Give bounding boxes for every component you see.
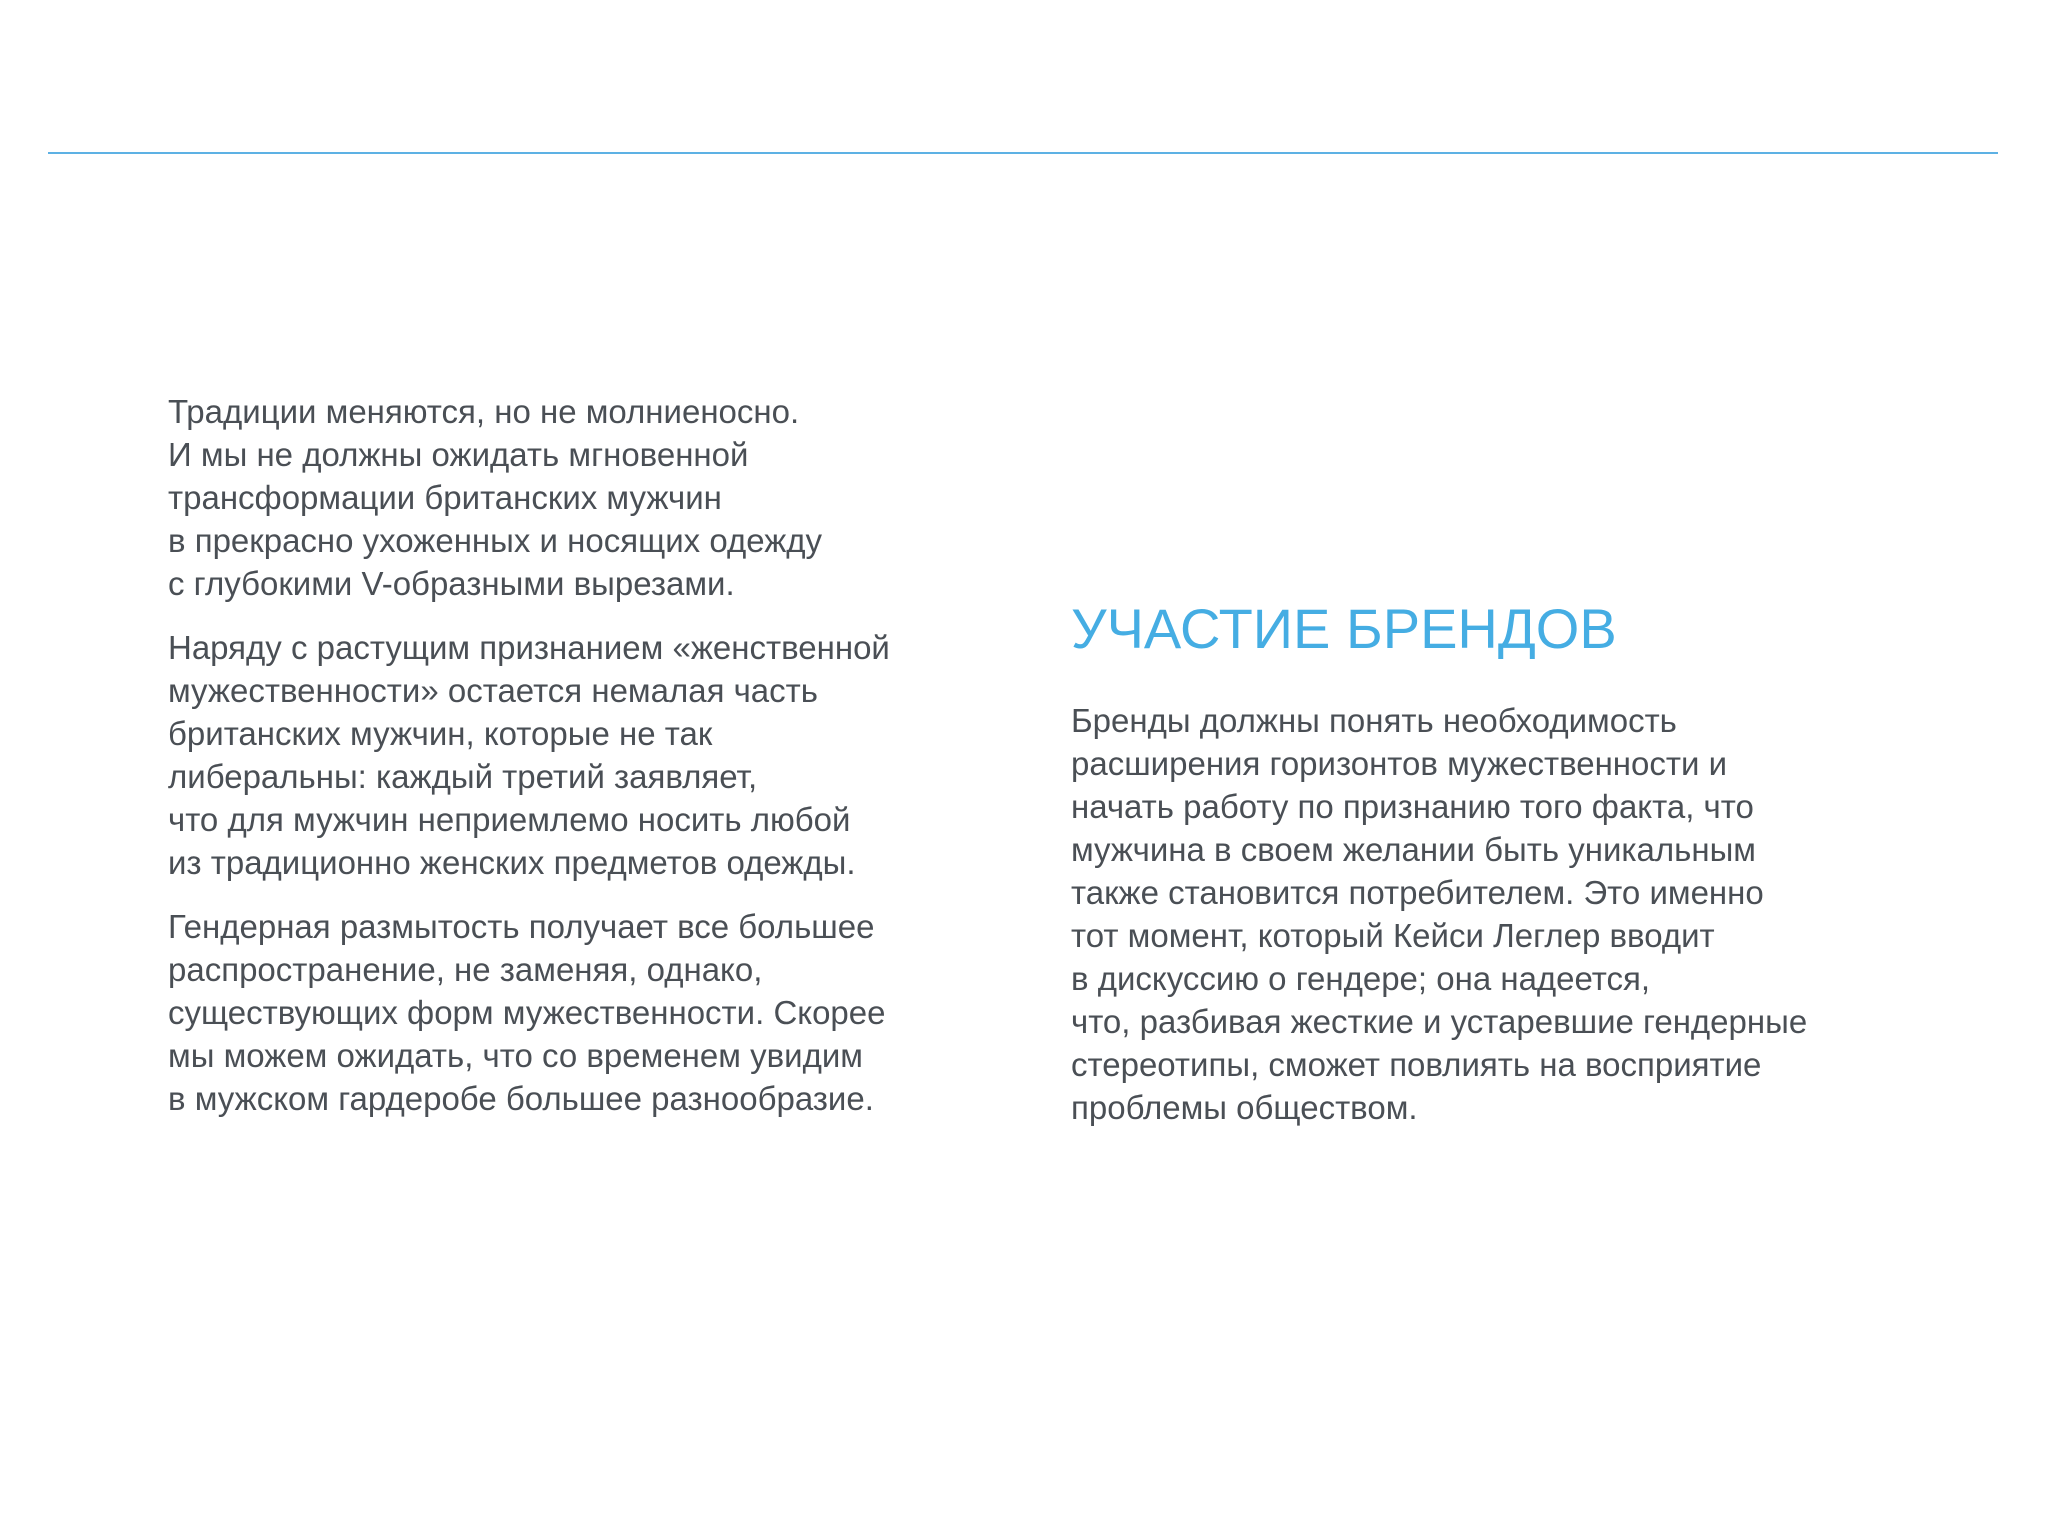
text-line: мы можем ожидать, что со временем увидим [168,1037,863,1074]
text-line: проблемы обществом. [1071,1089,1418,1126]
text-line: тот момент, который Кейси Леглер вводит [1071,917,1715,954]
text-line: что для мужчин неприемлемо носить любой [168,801,851,838]
text-line: из традиционно женских предметов одежды. [168,844,856,881]
text-line: расширения горизонтов мужественности и [1071,745,1728,782]
paragraph-traditions [168,390,988,605]
text-line: начать работу по признанию того факта, что [1071,788,1754,825]
text-line: либеральны: каждый третий заявляет, [168,758,758,795]
text-line: существующих форм мужественности. Скорее [168,994,886,1031]
text-line: Традиции меняются, но не молниеносно. [168,393,800,430]
text-line: распространение, не заменяя, однако, [168,951,763,988]
right-text-column [1071,597,1971,1150]
paragraph-gender-blur [168,905,988,1120]
text-line: в дискуссию о гендере; она надеется, [1071,960,1651,997]
text-line: что, разбивая жесткие и устаревшие гендерные [1071,1003,1808,1040]
left-text-column [168,390,988,1141]
text-line: трансформации британских мужчин [168,479,722,516]
text-line: стереотипы, сможет повлиять на восприятие [1071,1046,1762,1083]
text-line: в прекрасно ухоженных и носящих одежду [168,522,823,559]
text-line: в мужском гардеробе большее разнообразие. [168,1080,874,1117]
text-line: Наряду с растущим признанием «женственной [168,629,890,666]
text-line: мужчина в своем желании быть уникальным [1071,831,1756,868]
text-line: Бренды должны понять необходимость [1071,702,1677,739]
text-line: Гендерная размытость получает все большее [168,908,875,945]
text-line: И мы не должны ожидать мгновенной [168,436,749,473]
text-line: с глубокими V-образными вырезами. [168,565,735,602]
header-divider [48,152,1998,154]
paragraph-brands [1071,699,1971,1129]
text-line: также становится потребителем. Это именно [1071,874,1764,911]
paragraph-feminine-masculinity [168,626,988,884]
section-title: УЧАСТИЕ БРЕНДОВ [1071,597,1617,660]
text-line: мужественности» остается немалая часть [168,672,818,709]
text-line: британских мужчин, которые не так [168,715,713,752]
